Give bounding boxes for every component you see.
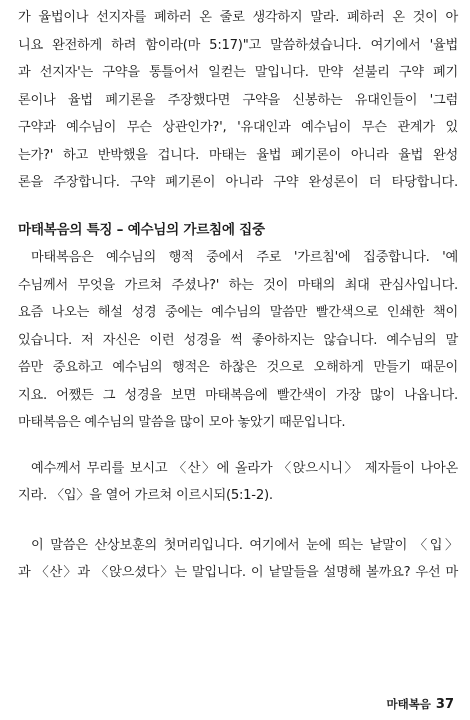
text-line: 있습니다. 저 자신은 이런 성경을 썩 좋아하지는 않습니다. 예수님의 말 bbox=[18, 332, 458, 348]
scripture-quote bbox=[18, 455, 458, 510]
text-line: 요즘 나오는 해설 성경 중에는 예수님의 말씀만 빨간색으로 인쇄한 책이 bbox=[18, 305, 458, 320]
text-line: 론이나 율법 폐기론을 주장했다면 구약을 신봉하는 유대인들이 '그럼 bbox=[18, 92, 458, 108]
text-line: 지요. 어쨌든 그 성경을 보면 마태복음에 빨간색이 가장 많이 나옵니다. bbox=[18, 387, 458, 403]
quote-line: 예수께서 무리를 보시고 〈산〉에 올라가 〈앉으시니〉 제자들이 나아온 bbox=[31, 460, 458, 476]
book-page bbox=[18, 4, 458, 716]
section-heading-label: 마태복음의 특징 – bbox=[18, 221, 124, 238]
paragraph-1 bbox=[18, 4, 458, 197]
text-line: 마태복음은 예수님의 행적 중에서 주로 '가르침'에 집중합니다. '예 bbox=[31, 250, 458, 265]
paragraph-3 bbox=[18, 532, 458, 587]
section-heading bbox=[18, 217, 458, 245]
text-line: 가 율법이나 선지자를 폐하러 온 줄로 생각하지 말라. 폐하러 온 것이 아 bbox=[18, 10, 458, 25]
text-line: 구약과 예수님이 무슨 상관인가?', '유대인과 예수님이 무슨 관계가 있 bbox=[18, 120, 458, 135]
section-heading-title: 예수님의 가르침에 집중 bbox=[123, 221, 265, 238]
text-line: 론을 주장합니다. 구약 폐기론이 아니라 구약 완성론이 더 타당합니다. bbox=[18, 175, 458, 190]
text-line: 과 선지자'는 구약을 통틀어서 일컫는 말입니다. 만약 섣불리 구약 폐기 bbox=[18, 65, 458, 80]
text-line: 마태복음은 예수님의 말씀을 많이 모아 놓았기 때문입니다. bbox=[18, 415, 346, 430]
text-line: 이 말씀은 산상보훈의 첫머리입니다. 여기에서 눈에 띄는 낱말이 〈입〉 bbox=[31, 537, 458, 553]
text-line: 수님께서 무엇을 가르쳐 주셨나?' 하는 것이 마태의 최대 관심사입니다. bbox=[18, 277, 458, 293]
running-title: 마태복음 bbox=[386, 697, 431, 711]
text-line: 씀만 중요하고 예수님의 행적은 하찮은 것으로 오해하게 만들기 때문이 bbox=[18, 360, 458, 375]
paragraph-2 bbox=[18, 244, 458, 437]
text-line: 는가?' 하고 반박했을 겁니다. 마태는 율법 폐기론이 아니라 율법 완성 bbox=[18, 147, 458, 163]
page-number: 37 bbox=[435, 697, 454, 712]
text-line: 과 〈산〉과 〈앉으셨다〉는 말입니다. 이 낱말들을 설명해 볼까요? 우선 마 bbox=[18, 565, 458, 580]
text-line: 니요 완전하게 하려 함이라(마 5:17)"고 말씀하셨습니다. 여기에서 '율법 bbox=[18, 37, 458, 53]
quote-line: 지라. 〈입〉을 열어 가르쳐 이르시되(5:1-2). bbox=[18, 488, 273, 503]
page-footer bbox=[386, 696, 454, 712]
